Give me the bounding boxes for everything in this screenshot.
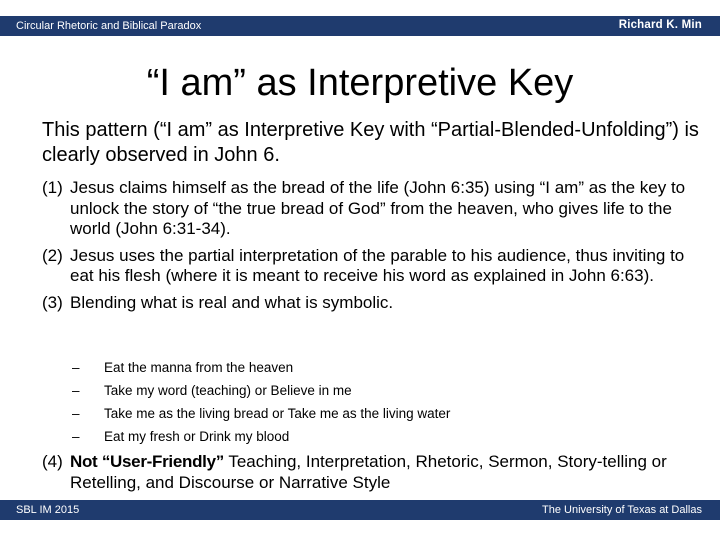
dash-bullet: –: [72, 406, 80, 421]
list-item: [42, 246, 707, 287]
numbered-list: [42, 178, 707, 319]
header-bar: [0, 16, 720, 36]
slide-title: “I am” as Interpretive Key: [146, 62, 574, 104]
list-item-text: Jesus claims himself as the bread of the life (John 6:35) using “I am” as the key to unlock the story of “the true bread of God” from the heaven, who gives life to the world (John 6:31-34).: [70, 178, 686, 238]
dash-bullet: –: [72, 360, 80, 375]
dash-bullet: –: [72, 429, 80, 444]
emphasis-text: Not “User-Friendly”: [70, 452, 224, 471]
list-item: [42, 178, 707, 240]
sub-list-item-text: Take me as the living bread or Take me as the living water: [104, 406, 451, 421]
sub-list-item: [72, 356, 632, 379]
list-item: [42, 293, 707, 314]
list-item-text: Teaching, Interpretation, Rhetoric, Sermon, Story-telling or Retelling, and Discourse or Narrative Style: [70, 452, 667, 492]
list-item-text: Jesus uses the partial interpretation of the parable to his audience, thus inviting to eat his flesh (where it is meant to receive his word as explained in John 6:63).: [70, 245, 685, 285]
footer-bar: [0, 500, 720, 520]
dash-bullet: –: [72, 383, 80, 398]
list-item-text: Blending what is real and what is symbolic.: [70, 292, 394, 312]
list-item-number: (3): [42, 292, 63, 312]
list-item-4: [42, 452, 710, 493]
footer-institution: The University of Texas at Dallas: [542, 504, 702, 516]
footer-conference: SBL IM 2015: [16, 504, 80, 516]
sub-list-item-text: Eat my fresh or Drink my blood: [104, 429, 290, 444]
list-item-number: (4): [42, 452, 63, 471]
sub-list: [72, 356, 632, 448]
header-author: Richard K. Min: [618, 19, 702, 31]
sub-list-item-text: Eat the manna from the heaven: [104, 360, 294, 375]
sub-list-item-text: Take my word (teaching) or Believe in me: [104, 383, 352, 398]
list-item-number: (2): [42, 245, 63, 265]
list-item-number: (1): [42, 178, 63, 197]
intro-paragraph: This pattern (“I am” as Interpretive Key with “Partial-Blended-Unfolding”) is clearly observed in John 6.: [42, 119, 699, 166]
sub-list-item: [72, 379, 632, 402]
sub-list-item: [72, 402, 632, 425]
sub-list-item: [72, 425, 632, 448]
header-course-title: Circular Rhetoric and Biblical Paradox: [16, 20, 202, 32]
